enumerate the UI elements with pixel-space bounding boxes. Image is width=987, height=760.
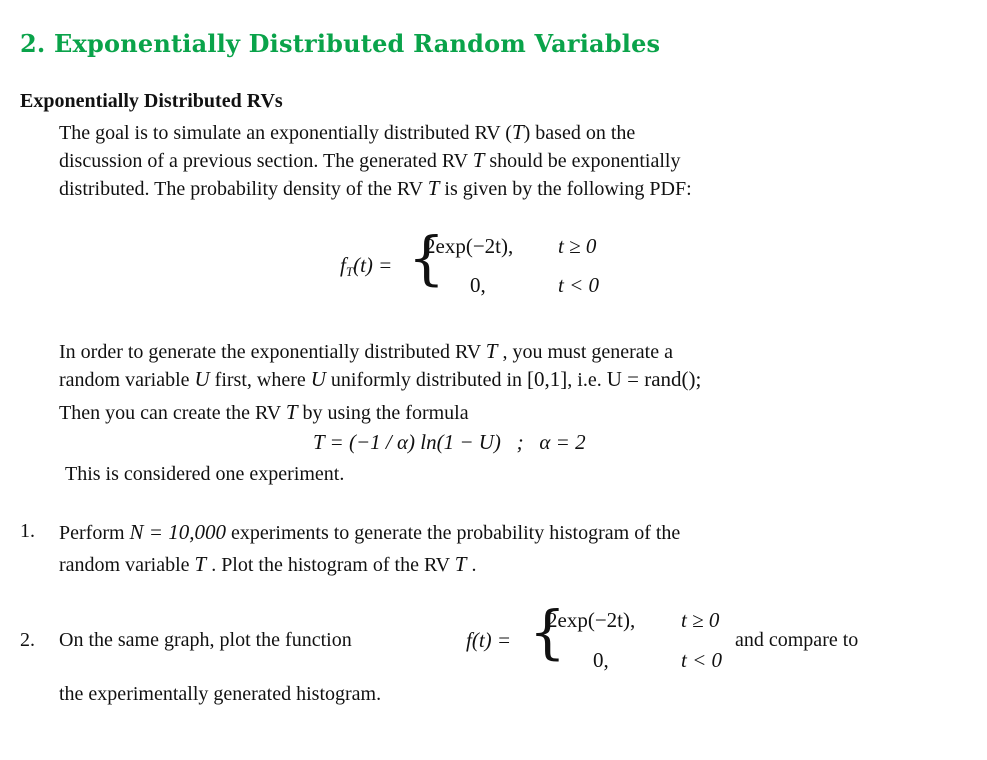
method-text: In order to generate the exponentially distributed RV — [59, 341, 486, 363]
method-line-3 — [59, 400, 469, 425]
var-t: T — [454, 552, 467, 576]
intro-text: The goal is to simulate an exponentially distributed RV ( — [59, 122, 512, 144]
task-2-func-lhs: f(t) = — [466, 628, 512, 652]
task-text: random variable — [59, 554, 195, 576]
pdf-lhs-sub: T — [345, 264, 354, 279]
method-text: , i.e. — [567, 369, 607, 391]
task-2-brace-icon: { — [529, 598, 566, 666]
pdf-brace-icon: { — [408, 224, 445, 292]
method-text: random variable — [59, 369, 195, 391]
method-text: uniformly distributed in — [325, 369, 528, 391]
var-t: T — [511, 120, 524, 144]
task-text: . Plot the histogram of the RV — [206, 554, 455, 576]
intro-line-1 — [59, 120, 635, 145]
task-text: Perform — [59, 522, 130, 544]
method-line-4: This is considered one experiment. — [65, 463, 345, 485]
pdf-case1-cond: t ≥ 0 — [558, 234, 597, 258]
rand-code: U = rand(); — [606, 367, 702, 391]
var-t: T — [485, 339, 498, 363]
method-text: by using the formula — [297, 402, 469, 424]
var-u: U — [194, 367, 210, 391]
intro-text: discussion of a previous section. The generated RV — [59, 150, 473, 172]
task-2-number: 2. — [20, 629, 35, 651]
task-1-line-2 — [59, 552, 476, 577]
intro-line-3 — [59, 176, 692, 201]
method-line-1 — [59, 339, 673, 364]
pdf-lhs — [340, 253, 392, 280]
task-2-line-2: the experimentally generated histogram. — [59, 683, 382, 705]
pdf-case2-cond: t < 0 — [558, 273, 600, 297]
intro-text: ) based on the — [523, 122, 636, 144]
intro-line-2 — [59, 148, 680, 173]
var-t: T — [472, 148, 485, 172]
method-text: Then you can create the RV — [59, 402, 286, 424]
n-value: N = 10,000 — [129, 520, 226, 544]
var-u: U — [310, 367, 326, 391]
method-text: , you must generate a — [497, 341, 673, 363]
var-t: T — [427, 176, 440, 200]
interval: [0,1] — [527, 367, 568, 391]
task-2-case1-cond: t ≥ 0 — [681, 608, 720, 632]
pdf-lhs-f: f — [340, 253, 346, 277]
task-1-line-1 — [59, 520, 680, 545]
section-title: 2. Exponentially Distributed Random Variables — [20, 29, 661, 58]
task-text: . — [466, 554, 477, 576]
transform-formula: T = (−1 / α) ln(1 − U) ; α = 2 — [313, 430, 586, 454]
method-line-2 — [59, 367, 701, 392]
task-2-case2-expr: 0, — [593, 648, 609, 672]
subheading: Exponentially Distributed RVs — [20, 90, 283, 112]
task-2-line-1b: and compare to — [735, 629, 859, 651]
intro-text: should be exponentially — [484, 150, 681, 172]
pdf-case2-expr: 0, — [470, 273, 486, 297]
task-2-case1-expr: 2exp(−2t), — [547, 608, 636, 632]
task-2-line-1a: On the same graph, plot the function — [59, 629, 352, 651]
intro-text: distributed. The probability density of the RV — [59, 178, 428, 200]
method-text: first, where — [209, 369, 311, 391]
intro-text: is given by the following PDF: — [439, 178, 692, 200]
var-t: T — [285, 400, 298, 424]
task-2-case2-cond: t < 0 — [681, 648, 723, 672]
pdf-case1-expr: 2exp(−2t), — [425, 234, 514, 258]
task-text: experiments to generate the probability histogram of the — [225, 522, 681, 544]
var-t: T — [194, 552, 207, 576]
pdf-lhs-rest: (t) = — [353, 253, 393, 277]
task-1-number: 1. — [20, 520, 35, 542]
